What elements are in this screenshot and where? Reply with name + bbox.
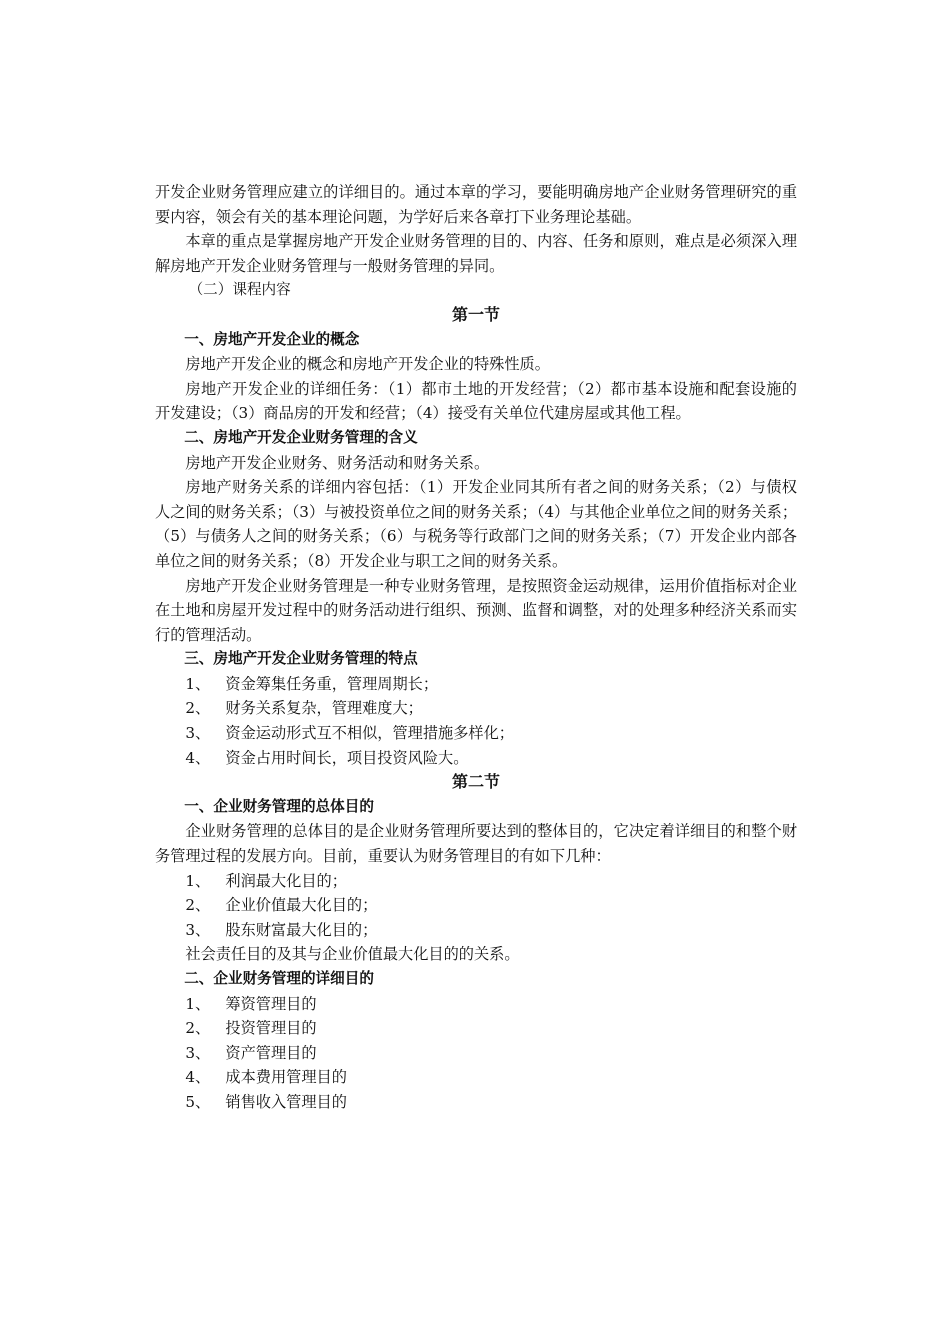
section-1-h2-paragraph-2: 房地产财务关系的详细内容包括：（1）开发企业同其所有者之间的财务关系；（2）与债权人之间的财务关系；（3）与被投资单位之间的财务关系；（4）与其他企业单位之间的财务关系；（5）与债务人之间的财务关系；（6）与税务等行政部门之间的财务关系；（7）开发企业内部各单位之间的财务关系；（8）开发企业与职工之间的财务关系。 (155, 478, 798, 570)
list-item: 5、 销售收入管理目的 (185, 1092, 347, 1111)
list-item: 2、 企业价值最大化目的； (185, 896, 378, 915)
list-item: 1、 资金筹集任务重，管理周期长； (185, 674, 439, 693)
section-2-h1-paragraph-1: 企业财务管理的总体目的是企业财务管理所要达到的整体目的，它决定着详细目的和整个财务管理过程的发展方向。目前，重要认为财务管理目的有如下几种： (155, 822, 797, 866)
section-1-heading-3: 三、房地产开发企业财务管理的特点 (184, 650, 418, 668)
list-item: 2、 投资管理目的 (185, 1019, 317, 1038)
section-2-h1-paragraph-2: 社会责任目的及其与企业价值最大化目的的关系。 (185, 945, 520, 964)
section-2-heading-2: 二、企业财务管理的详细目的 (184, 970, 374, 987)
section-2-title: 第二节 (451, 772, 500, 792)
list-item: 4、 成本费用管理目的 (185, 1068, 347, 1087)
intro-paragraph-1: 开发企业财务管理应建立的详细目的。通过本章的学习，要能明确房地产企业财务管理研究的重要内容，领会有关的基本理论问题，为学好后来各章打下业务理论基础。 (155, 183, 797, 226)
list-item: 2、 财务关系复杂，管理难度大； (185, 699, 423, 718)
course-content-heading: （二）课程内容 (188, 281, 291, 299)
document-page (155, 180, 797, 1115)
intro-paragraph-2: 本章的重点是掌握房地产开发企业财务管理的目的、内容、任务和原则，难点是必须深入理解房地产开发企业财务管理与一般财务管理的异同。 (155, 232, 797, 275)
section-1-heading-2: 二、房地产开发企业财务管理的含义 (184, 428, 418, 446)
list-item: 1、 筹资管理目的 (185, 994, 317, 1013)
section-1-h2-paragraph-3: 房地产开发企业财务管理是一种专业财务管理，是按照资金运动规律，运用价值指标对企业在土地和房屋开发过程中的财务活动进行组织、预测、监督和调整，对的处理多种经济关系而实行的管理活动。 (155, 576, 797, 644)
list-item: 4、 资金占用时间长，项目投资风险大。 (185, 748, 469, 767)
section-1-h1-paragraph-2: 房地产开发企业的详细任务：（1）都市土地的开发经营；（2）都市基本设施和配套设施的开发建设；（3）商品房的开发和经营；（4）接受有关单位代建房屋或其他工程。 (155, 379, 797, 423)
section-1-h1-paragraph-1: 房地产开发企业的概念和房地产开发企业的特殊性质。 (185, 355, 550, 374)
list-item: 3、 资产管理目的 (185, 1043, 317, 1062)
list-item: 1、 利润最大化目的； (185, 871, 347, 890)
list-item: 3、 资金运动形式互不相似，管理措施多样化； (185, 724, 514, 743)
section-1-heading-1: 一、房地产开发企业的概念 (184, 330, 360, 348)
section-2-heading-1: 一、企业财务管理的总体目的 (184, 797, 374, 815)
list-item: 3、 股东财富最大化目的； (185, 920, 378, 939)
section-1-h2-paragraph-1: 房地产开发企业财务、财务活动和财务关系。 (185, 453, 490, 472)
section-1-title: 第一节 (451, 304, 500, 324)
